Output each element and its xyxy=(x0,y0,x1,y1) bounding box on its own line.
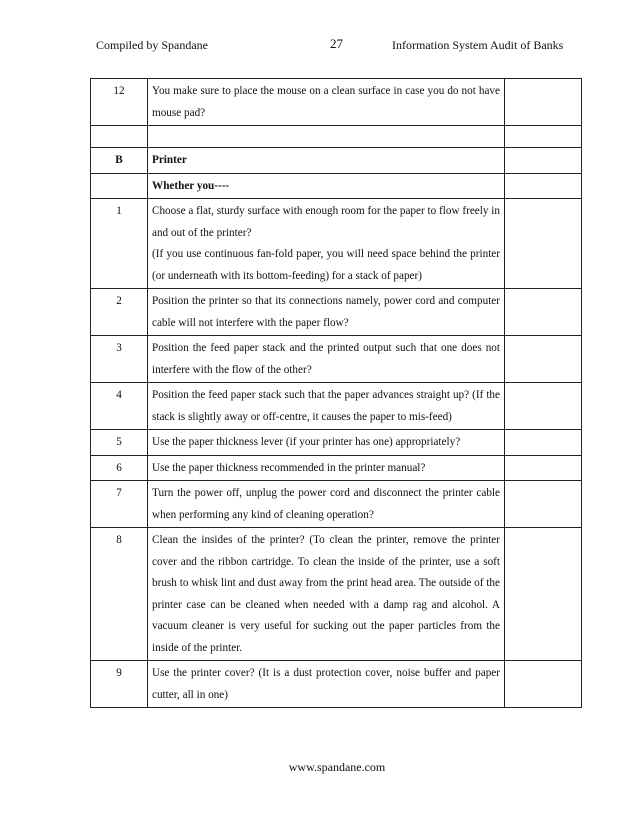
table-row xyxy=(91,289,582,336)
subheading-row xyxy=(91,173,582,199)
response-cell xyxy=(505,455,582,481)
question-text: Use the printer cover? (It is a dust protection cover, noise buffer and paper cutter, all in one) xyxy=(152,667,500,701)
section-row xyxy=(91,148,582,174)
row-number: 2 xyxy=(91,289,148,336)
header-compiler: Compiled by Spandane xyxy=(96,38,208,52)
row-question xyxy=(148,455,505,481)
response-cell xyxy=(505,173,582,199)
response-cell xyxy=(505,199,582,289)
row-number: 7 xyxy=(91,481,148,528)
row-number: 3 xyxy=(91,336,148,383)
question-text: Position the feed paper stack such that the paper advances straight up? (If the stack is slightly away or off-centre, it causes the paper to mis-feed) xyxy=(152,389,500,423)
table-row xyxy=(91,481,582,528)
question-text: You make sure to place the mouse on a clean surface in case you do not have mouse pad? xyxy=(152,85,500,119)
table-row xyxy=(91,79,582,126)
page-header xyxy=(0,36,638,56)
footer-url: www.spandane.com xyxy=(288,760,386,774)
row-number: 4 xyxy=(91,383,148,430)
table-row xyxy=(91,383,582,430)
row-number xyxy=(91,173,148,199)
row-question xyxy=(148,383,505,430)
response-cell xyxy=(505,481,582,528)
section-title: Printer xyxy=(148,148,505,174)
response-cell xyxy=(505,289,582,336)
row-number: 12 xyxy=(91,79,148,126)
question-text: Clean the insides of the printer? (To clean the printer, remove the printer cover and the ribbon cartridge. To clean the inside of the printer, use a soft brush to whisk lint and dust away from the print head area. The outside of the printer case can be cleaned when needed with a damp rag and alcohol. A vacuum cleaner is very useful for sucking out the paper particles from the inside of the printer. xyxy=(152,534,500,654)
row-question xyxy=(148,79,505,126)
row-question xyxy=(148,661,505,708)
row-number: 1 xyxy=(91,199,148,289)
row-question xyxy=(148,126,505,148)
table-row xyxy=(91,455,582,481)
subheading-text: Whether you---- xyxy=(148,173,505,199)
response-cell xyxy=(505,430,582,456)
question-text: Turn the power off, unplug the power cord and disconnect the printer cable when performing any kind of cleaning operation? xyxy=(152,487,500,521)
table-row xyxy=(91,336,582,383)
response-cell xyxy=(505,148,582,174)
question-text: Use the paper thickness recommended in the printer manual? xyxy=(152,461,426,474)
table-row xyxy=(91,199,582,289)
table-row xyxy=(91,661,582,708)
response-cell xyxy=(505,126,582,148)
response-cell xyxy=(505,661,582,708)
row-number: 9 xyxy=(91,661,148,708)
row-question xyxy=(148,430,505,456)
response-cell xyxy=(505,336,582,383)
row-question xyxy=(148,289,505,336)
table-row-blank xyxy=(91,126,582,148)
table-row xyxy=(91,430,582,456)
page-number: 27 xyxy=(330,36,343,51)
checklist-table xyxy=(90,78,582,708)
header-document-title: Information System Audit of Banks xyxy=(392,38,564,52)
question-text: Position the feed paper stack and the printed output such that one does not interfere with the flow of the other? xyxy=(152,342,500,376)
row-number: 8 xyxy=(91,528,148,661)
question-text: Position the printer so that its connections namely, power cord and computer cable will not interfere with the paper flow? xyxy=(152,295,500,329)
question-note: (If you use continuous fan-fold paper, you will need space behind the printer (or underneath with its bottom-feeding) for a stack of paper) xyxy=(152,248,500,282)
question-text: Choose a flat, sturdy surface with enough room for the paper to flow freely in and out of the printer? xyxy=(152,205,500,239)
row-number: 5 xyxy=(91,430,148,456)
table-row xyxy=(91,528,582,661)
section-letter: B xyxy=(91,148,148,174)
row-question xyxy=(148,528,505,661)
response-cell xyxy=(505,383,582,430)
question-text: Use the paper thickness lever (if your printer has one) appropriately? xyxy=(152,436,461,448)
row-number xyxy=(91,126,148,148)
response-cell xyxy=(505,528,582,661)
response-cell xyxy=(505,79,582,126)
row-question xyxy=(148,199,505,289)
page-footer xyxy=(0,760,638,775)
row-question xyxy=(148,481,505,528)
row-question xyxy=(148,336,505,383)
row-number: 6 xyxy=(91,455,148,481)
